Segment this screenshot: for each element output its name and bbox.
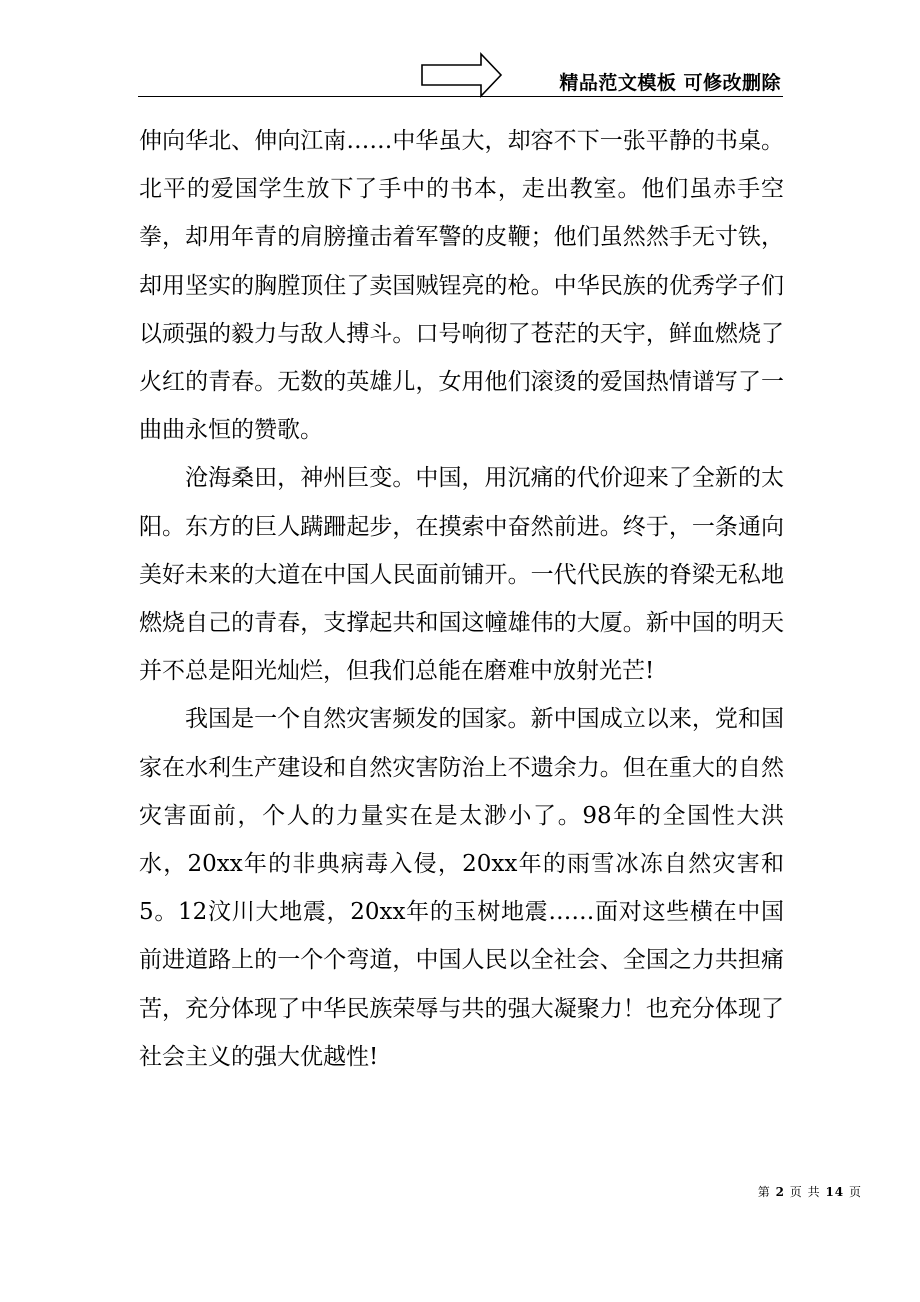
footer-suffix: 页 [848, 1185, 862, 1199]
paragraph-3: 我国是一个自然灾害频发的国家。新中国成立以来，党和国家在水利生产建设和自然灾害防治上不遗余力。但在重大的自然灾害面前，个人的力量实在是太渺小了。98年的全国性大洪水，20xx年的非典病毒入侵，20xx年的雨雪冰冻自然灾害和5。12汶川大地震，20xx年的玉树地震……面对这些横在中国前进道路上的一个个弯道，中国人民以全社会、全国之力共担痛苦，充分体现了中华民族荣辱与共的强大凝聚力！也充分体现了社会主义的强大优越性! [139, 706, 784, 1070]
paragraph-2: 沧海桑田，神州巨变。中国，用沉痛的代价迎来了全新的太阳。东方的巨人蹒跚起步，在摸索中奋然前进。终于，一条通向美好未来的大道在中国人民面前铺开。一代代民族的脊梁无私地燃烧自己的青春，支撑起共和国这幢雄伟的大厦。新中国的明天并不总是阳光灿烂，但我们总能在磨难中放射光芒! [139, 465, 784, 685]
right-arrow-outline-icon [421, 52, 503, 102]
page-header [138, 48, 783, 97]
footer-total-pages: 14 [825, 1185, 845, 1199]
footer-current-page: 2 [775, 1185, 785, 1199]
paragraph-1: 伸向华北、伸向江南……中华虽大，却容不下一张平静的书桌。北平的爱国学生放下了手中的书本，走出教室。他们虽赤手空拳，却用年青的肩膀撞击着军警的皮鞭；他们虽然然手无寸铁，却用坚实的胸膛顶住了卖国贼锃亮的枪。中华民族的优秀学子们以顽强的毅力与敌人搏斗。口号响彻了苍茫的天宇，鲜血燃烧了火红的青春。无数的英雄儿，女用他们滚烫的爱国热情谱写了一曲曲永恒的赞歌。 [139, 128, 784, 444]
document-body [139, 117, 784, 1081]
header-title: 精品范文模板 可修改删除 [559, 72, 781, 94]
page-number-footer [758, 1183, 862, 1200]
footer-middle: 页 共 [789, 1185, 821, 1199]
footer-prefix: 第 [757, 1185, 771, 1199]
